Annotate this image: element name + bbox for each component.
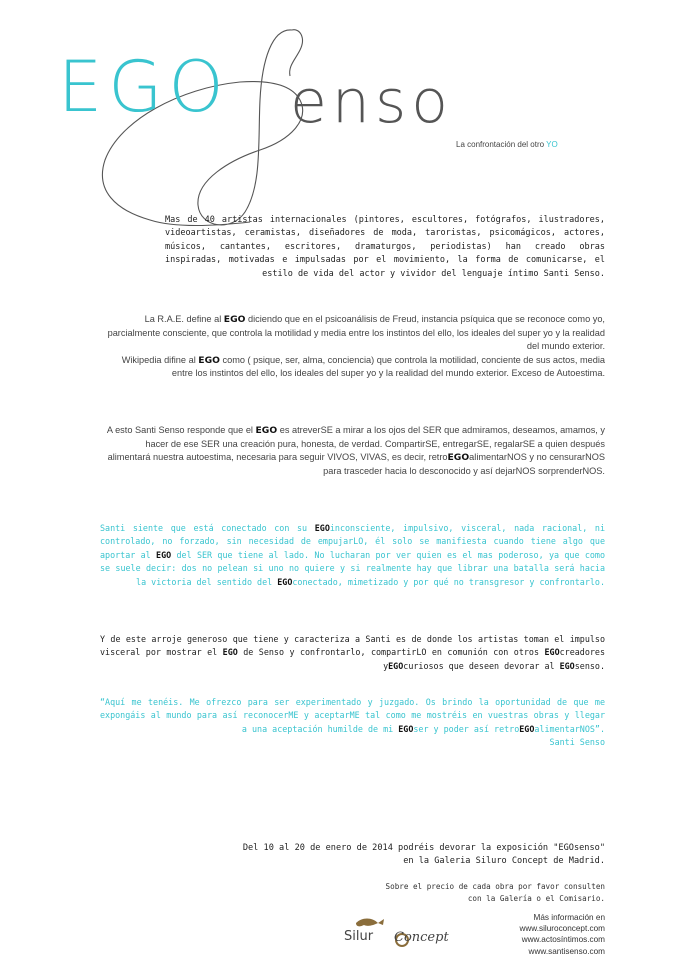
more-info: [460, 912, 605, 957]
sponsor-word-silur: Silur: [344, 929, 374, 944]
p3-text-a3: alimentarNOS y no censurarNOS para trasceder hacia lo desconocido y así dejarNOS sorprenderNOS.: [323, 452, 605, 476]
p5-ego-4: EGO: [559, 660, 575, 671]
link-actosintimos[interactable]: www.actosíntimos.com: [521, 935, 605, 945]
p2-ego-1: EGO: [223, 314, 246, 325]
tagline: [456, 140, 558, 149]
p6-text-a1: “Aquí me tenéis. Me ofrezco para ser experimentado y juzgado. Os brindo la oportunidad de que me expongáis al mundo para así reconocerME y aceptarME tal como me mostréis en vuestras obras y llegar a una aceptación humilde de mi: [100, 697, 605, 734]
p3-text-a1: A esto Santi Senso responde que el: [106, 425, 256, 435]
tagline-text: La confrontación del otro: [456, 140, 545, 149]
artists-paragraph: [100, 633, 605, 673]
intro-paragraph: Mas de 40 artistas internacionales (pintores, escultores, fotógrafos, ilustradores, videoartistas, ceramistas, diseñadores de moda, taroristas, psicomágicos, actores, músicos, cantantes, escritores, dramaturgos, periodistas) han creado obras inspiradas, motivadas e impulsadas por el movimiento, la forma de comunicarse, el estilo de vida del actor y vividor del lenguaje íntimo Santi Senso.: [165, 215, 605, 279]
p4-ego-1: EGO: [314, 523, 330, 533]
p3-ego-1: EGO: [255, 425, 278, 436]
exhibition-line-2: en la Galeria Siluro Concept de Madrid.: [403, 856, 605, 867]
p5-text-a3: creadores y: [383, 647, 606, 671]
p5-text-a5: senso.: [574, 660, 605, 671]
p4-ego-3: EGO: [277, 576, 293, 587]
p2-text-b1: Wikipedia difine al: [121, 354, 199, 365]
price-note: [300, 881, 605, 905]
p2-text-b2: como ( psique, ser, alma, conciencia) que controla la motilidad, conciente de sus actos, media entre los instintos del ello, los ideales del super yo y la realidad del mundo exterior. Exceso de Autoestima.: [171, 354, 605, 378]
p5-text-a4: curiosos que deseen devorar al: [403, 660, 560, 671]
exhibition-dates: [220, 842, 605, 869]
p6-ego-2: EGO: [519, 723, 535, 734]
p5-ego-3: EGO: [388, 660, 404, 671]
tagline-yo: YO: [546, 140, 558, 149]
price-note-line-2: con la Galería o el Comisario.: [467, 894, 605, 903]
link-siluroconcept[interactable]: www.siluroconcept.com: [519, 924, 605, 934]
p2-text-a2: diciendo que en el psicoanálisis de Freud, instancia psíquica que se reconoce como yo, parcialmente consciente, que controla la motilidad y media entre los instintos del ello, los ideales del super yo y la realidad del mundo exterior.: [107, 314, 605, 351]
p3-ego-2: EGO: [447, 452, 470, 463]
logo-senso-text: enso: [290, 67, 453, 137]
logo-ego-text: EGO: [58, 46, 230, 128]
p6-text-a3: alimentarNOS”.: [534, 723, 605, 734]
p4-ego-2: EGO: [156, 549, 172, 560]
sponsor-word-concept: Concept: [394, 930, 449, 945]
p4-text-a3: del SER que tiene al lado. No lucharan por ver quien es el mas poderoso, ya que como se suele decir: dos no pelean si uno no quiere y si realmente hay que librar una batalla será hacia la victoria del sentido del: [100, 549, 605, 587]
exhibition-line-1: Del 10 al 20 de enero de 2014 podréis devorar la exposición "EGOsenso": [242, 843, 605, 853]
p4-text-a4: conectado, mimetizado y por qué no transgresor y confrontarlo.: [292, 576, 605, 587]
quote-signature: Santi Senso: [549, 737, 605, 748]
siluro-concept-logo: [338, 915, 468, 955]
price-note-line-1: Sobre el precio de cada obra por favor consulten: [385, 882, 605, 891]
p2-ego-2: EGO: [198, 354, 220, 366]
santi-feels-paragraph: [100, 522, 605, 589]
p6-text-a2: ser y poder así retro: [413, 723, 520, 734]
p5-text-a2: de Senso y confrontarlo, compartirLO en comunión con otros: [237, 647, 545, 658]
p5-text-a1: Y de este arroje generoso que tiene y caracteriza a Santi es de donde los artistas toman el impulso visceral por mostrar el: [100, 634, 605, 658]
rae-definition-paragraph: [100, 313, 605, 381]
p6-ego-1: EGO: [398, 723, 414, 734]
p4-text-a2: inconsciente, impulsivo, visceral, nada racional, ni controlado, no forzado, sin necesidad de empujarLO, él solo se manifiesta cuando tiene algo que aportar al: [100, 523, 605, 560]
santi-quote-paragraph: [100, 696, 605, 750]
p4-text-a1: Santi siente que está conectado con su: [100, 523, 315, 533]
link-santisenso[interactable]: www.santisenso.com: [528, 946, 605, 956]
p5-ego-1: EGO: [222, 647, 238, 658]
p2-text-a1: La R.A.E. define al: [144, 314, 224, 324]
santi-response-paragraph: [100, 424, 605, 478]
p5-ego-2: EGO: [544, 647, 560, 658]
p3-text-a2: es atreverSE a mirar a los ojos del SER que admiramos, deseamos, amamos, y hacer de ese SER una creación pura, honesta, de verdad. CompartirSE, entregarSE, regalarSE a quien después alimentará nuestra autoestima, necesaria para seguir VIVOS, VIVAS, es decir, retro: [107, 425, 605, 462]
more-info-label: Más información en: [533, 913, 605, 922]
